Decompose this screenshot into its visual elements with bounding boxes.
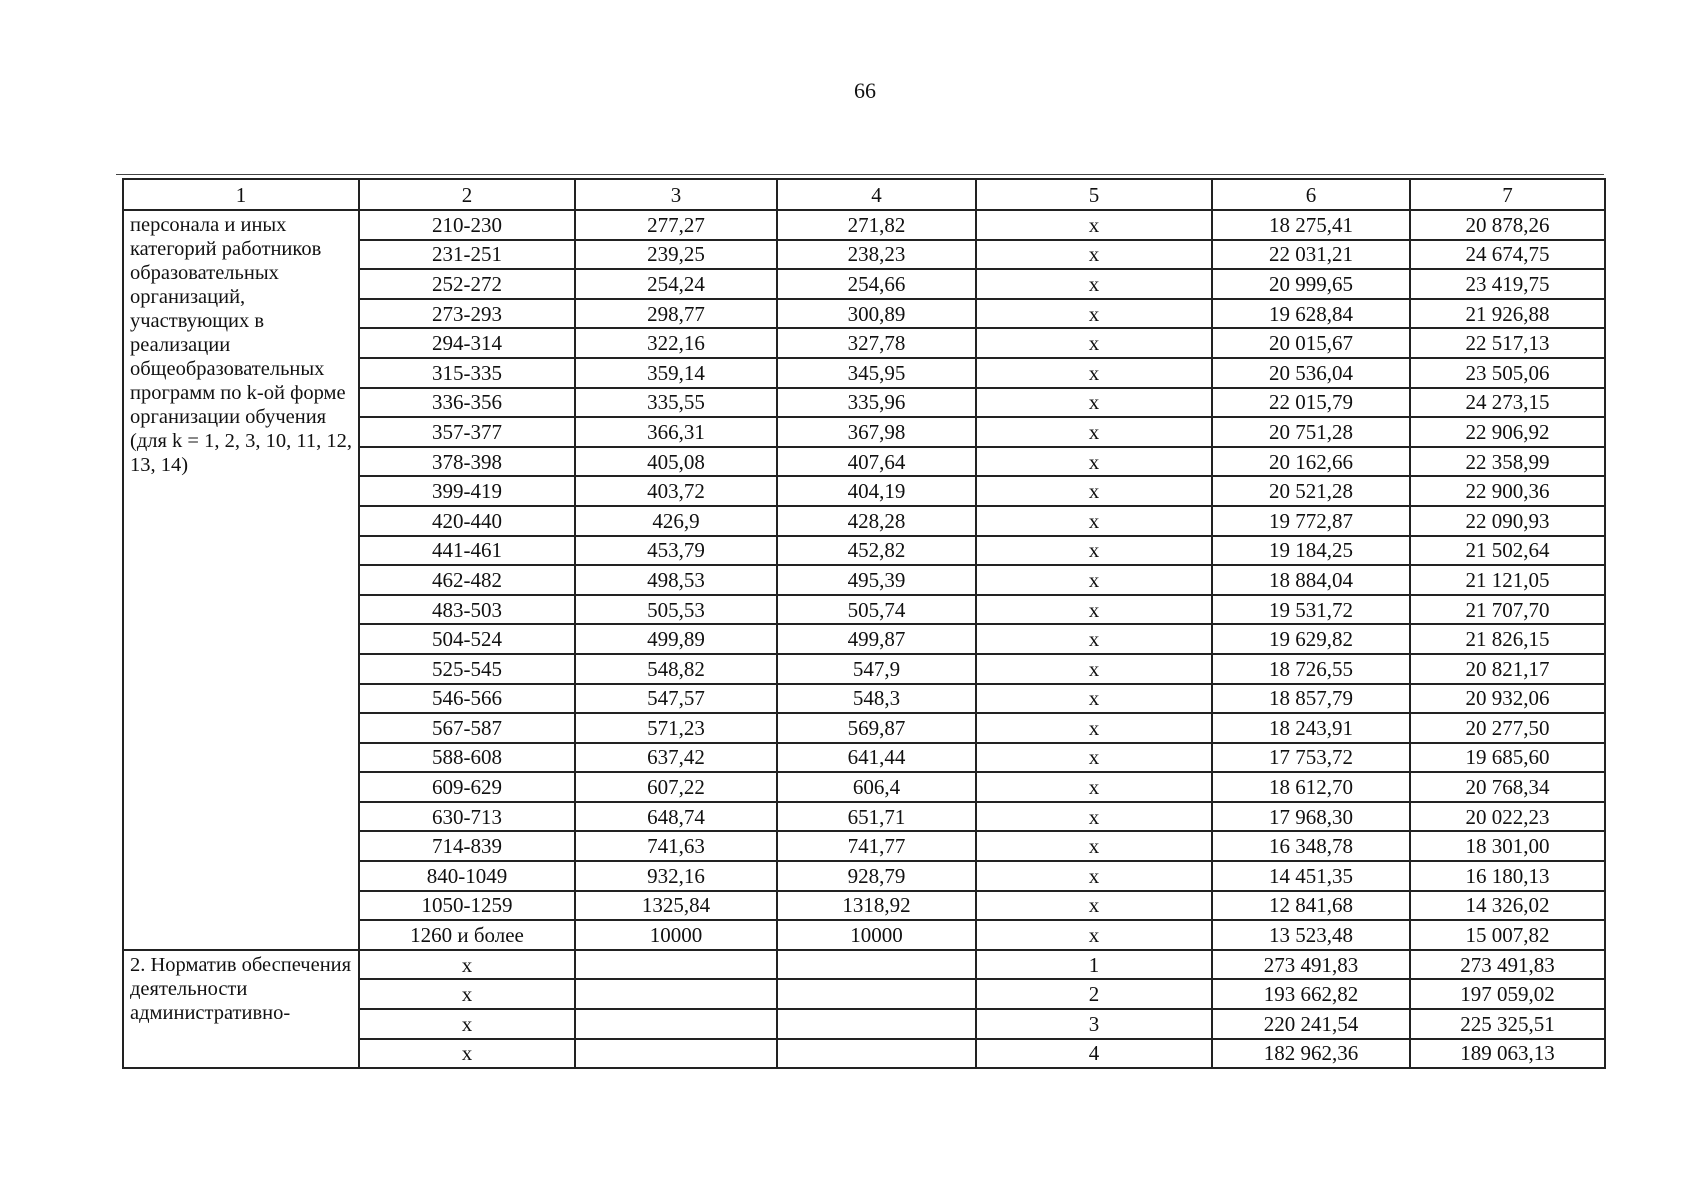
table-cell: 357-377 — [359, 417, 575, 447]
table-cell: 1 — [976, 950, 1212, 980]
table-cell: 483-503 — [359, 595, 575, 625]
table-cell: х — [976, 624, 1212, 654]
column-header: 2 — [359, 179, 575, 210]
table-cell: х — [976, 713, 1212, 743]
table-cell: 20 751,28 — [1212, 417, 1410, 447]
table-cell: 505,53 — [575, 595, 777, 625]
table-cell: 273 491,83 — [1410, 950, 1605, 980]
table-cell: х — [976, 772, 1212, 802]
table-cell: х — [976, 536, 1212, 566]
table-cell: 19 772,87 — [1212, 506, 1410, 536]
table-cell: х — [359, 950, 575, 980]
table-cell: 322,16 — [575, 328, 777, 358]
table-cell: 22 900,36 — [1410, 476, 1605, 506]
table-cell: 547,9 — [777, 654, 976, 684]
table-cell: 525-545 — [359, 654, 575, 684]
table-cell: 20 878,26 — [1410, 210, 1605, 240]
staff-norm-label: персонала и иных категорий работников образовательных организаций, участвующих в реализации общеобразовательных программ по k-ой форме организации обучения (для k = 1, 2, 3, 10, 11, 12, 13, 14) — [123, 210, 359, 950]
table-cell: 15 007,82 — [1410, 920, 1605, 950]
table-cell: 20 022,23 — [1410, 802, 1605, 832]
table-cell: 231-251 — [359, 240, 575, 270]
table-cell: х — [976, 417, 1212, 447]
table-cell: 571,23 — [575, 713, 777, 743]
table-cell: 18 726,55 — [1212, 654, 1410, 684]
table-cell: 300,89 — [777, 299, 976, 329]
table-cell: 298,77 — [575, 299, 777, 329]
table-cell: 21 926,88 — [1410, 299, 1605, 329]
table-cell: х — [976, 684, 1212, 714]
table-cell: 378-398 — [359, 447, 575, 477]
table-cell: 18 275,41 — [1212, 210, 1410, 240]
table-cell: 453,79 — [575, 536, 777, 566]
table-cell — [777, 1009, 976, 1039]
table-cell: 499,89 — [575, 624, 777, 654]
table-cell: 18 857,79 — [1212, 684, 1410, 714]
table-cell: 359,14 — [575, 358, 777, 388]
table-cell: 24 674,75 — [1410, 240, 1605, 270]
table-cell: 294-314 — [359, 328, 575, 358]
column-header: 4 — [777, 179, 976, 210]
table-cell: 928,79 — [777, 861, 976, 891]
table-cell: 366,31 — [575, 417, 777, 447]
table-cell — [777, 979, 976, 1009]
table-cell: 345,95 — [777, 358, 976, 388]
column-number-row — [123, 179, 1605, 210]
table-cell: х — [976, 328, 1212, 358]
table-cell: 420-440 — [359, 506, 575, 536]
table-cell: 16 180,13 — [1410, 861, 1605, 891]
table-cell: х — [976, 210, 1212, 240]
table-cell: 17 753,72 — [1212, 743, 1410, 773]
page-number: 66 — [854, 78, 876, 103]
table-cell: 10000 — [575, 920, 777, 950]
table-cell: 588-608 — [359, 743, 575, 773]
table-cell: 714-839 — [359, 831, 575, 861]
table-cell: х — [976, 920, 1212, 950]
table-cell: 20 162,66 — [1212, 447, 1410, 477]
table-cell: 567-587 — [359, 713, 575, 743]
admin-norm-label: 2. Норматив обеспечения деятельности административно- — [123, 950, 359, 1068]
table-cell: 19 531,72 — [1212, 595, 1410, 625]
table-cell: 569,87 — [777, 713, 976, 743]
table-cell: х — [976, 447, 1212, 477]
table-cell: 17 968,30 — [1212, 802, 1410, 832]
table-cell: 452,82 — [777, 536, 976, 566]
norms-table — [122, 178, 1606, 1069]
table-cell: 399-419 — [359, 476, 575, 506]
table-cell: 426,9 — [575, 506, 777, 536]
table-cell: 428,28 — [777, 506, 976, 536]
table-cell: 548,82 — [575, 654, 777, 684]
table-cell: х — [976, 595, 1212, 625]
table-cell: 23 419,75 — [1410, 269, 1605, 299]
table-cell: 462-482 — [359, 565, 575, 595]
table-cell: 22 031,21 — [1212, 240, 1410, 270]
table-cell: 20 521,28 — [1212, 476, 1410, 506]
table-cell: 23 505,06 — [1410, 358, 1605, 388]
table-cell: 254,24 — [575, 269, 777, 299]
table-cell: 548,3 — [777, 684, 976, 714]
table-cell: 335,55 — [575, 388, 777, 418]
table-cell: 18 884,04 — [1212, 565, 1410, 595]
table-cell: 20 768,34 — [1410, 772, 1605, 802]
table-cell: 407,64 — [777, 447, 976, 477]
table-cell: 20 932,06 — [1410, 684, 1605, 714]
table-cell: 254,66 — [777, 269, 976, 299]
table-cell: х — [976, 269, 1212, 299]
table-cell: х — [976, 240, 1212, 270]
table-cell: 404,19 — [777, 476, 976, 506]
table-cell: 21 502,64 — [1410, 536, 1605, 566]
table-cell: 336-356 — [359, 388, 575, 418]
table-cell — [777, 950, 976, 980]
table-cell: 20 015,67 — [1212, 328, 1410, 358]
table-cell: 239,25 — [575, 240, 777, 270]
table-cell: х — [976, 506, 1212, 536]
table-cell: х — [976, 299, 1212, 329]
table-cell — [575, 979, 777, 1009]
column-header: 7 — [1410, 179, 1605, 210]
table-cell: х — [976, 476, 1212, 506]
table-cell — [777, 1039, 976, 1069]
table-cell: 225 325,51 — [1410, 1009, 1605, 1039]
table-cell: 197 059,02 — [1410, 979, 1605, 1009]
table-cell: 547,57 — [575, 684, 777, 714]
table-cell: 840-1049 — [359, 861, 575, 891]
table-cell: 16 348,78 — [1212, 831, 1410, 861]
table-cell: 1325,84 — [575, 891, 777, 921]
table-cell: 22 517,13 — [1410, 328, 1605, 358]
table-cell: х — [976, 802, 1212, 832]
table-cell: 22 358,99 — [1410, 447, 1605, 477]
table-cell: 271,82 — [777, 210, 976, 240]
table-row — [123, 210, 1605, 240]
table-cell: 315-335 — [359, 358, 575, 388]
table-cell: 210-230 — [359, 210, 575, 240]
table-cell: 21 707,70 — [1410, 595, 1605, 625]
table-cell: 14 451,35 — [1212, 861, 1410, 891]
table-cell: х — [976, 565, 1212, 595]
table-cell: 14 326,02 — [1410, 891, 1605, 921]
table-cell: 252-272 — [359, 269, 575, 299]
table-cell: 21 121,05 — [1410, 565, 1605, 595]
table-cell: 238,23 — [777, 240, 976, 270]
table-cell: 2 — [976, 979, 1212, 1009]
table-cell: 10000 — [777, 920, 976, 950]
table-cell: 499,87 — [777, 624, 976, 654]
table-cell: 335,96 — [777, 388, 976, 418]
table-cell: 405,08 — [575, 447, 777, 477]
table-cell: 505,74 — [777, 595, 976, 625]
table-cell: 273 491,83 — [1212, 950, 1410, 980]
table-cell: 741,77 — [777, 831, 976, 861]
table-cell: х — [976, 831, 1212, 861]
table-cell: 546-566 — [359, 684, 575, 714]
table-cell: 12 841,68 — [1212, 891, 1410, 921]
table-cell — [575, 1039, 777, 1069]
table-cell: х — [976, 743, 1212, 773]
table-cell: х — [976, 861, 1212, 891]
table-cell: х — [359, 1039, 575, 1069]
table-cell: 3 — [976, 1009, 1212, 1039]
table-cell: 403,72 — [575, 476, 777, 506]
table-cell: 4 — [976, 1039, 1212, 1069]
table-cell: 189 063,13 — [1410, 1039, 1605, 1069]
table-cell: 609-629 — [359, 772, 575, 802]
table-cell: 20 536,04 — [1212, 358, 1410, 388]
table-cell: 22 090,93 — [1410, 506, 1605, 536]
table-cell: 20 821,17 — [1410, 654, 1605, 684]
table-cell: 607,22 — [575, 772, 777, 802]
table-cell: 22 015,79 — [1212, 388, 1410, 418]
table-cell: 19 628,84 — [1212, 299, 1410, 329]
table-cell: 13 523,48 — [1212, 920, 1410, 950]
table-cell: 327,78 — [777, 328, 976, 358]
table-cell: 19 184,25 — [1212, 536, 1410, 566]
table-cell: 18 243,91 — [1212, 713, 1410, 743]
table-cell: 637,42 — [575, 743, 777, 773]
table-cell: 220 241,54 — [1212, 1009, 1410, 1039]
column-header: 3 — [575, 179, 777, 210]
table-cell: х — [976, 654, 1212, 684]
table-cell: х — [976, 358, 1212, 388]
table-cell: 18 301,00 — [1410, 831, 1605, 861]
table-cell: х — [976, 891, 1212, 921]
table-cell: 441-461 — [359, 536, 575, 566]
table-cell: 1260 и более — [359, 920, 575, 950]
table-cell: 277,27 — [575, 210, 777, 240]
table-cell: 651,71 — [777, 802, 976, 832]
table-cell: х — [359, 1009, 575, 1039]
table-cell: 495,39 — [777, 565, 976, 595]
table-cell: 20 999,65 — [1212, 269, 1410, 299]
table-cell: 193 662,82 — [1212, 979, 1410, 1009]
table-cell: 1050-1259 — [359, 891, 575, 921]
column-header: 5 — [976, 179, 1212, 210]
table-body — [123, 179, 1605, 1068]
table-cell: 648,74 — [575, 802, 777, 832]
table-cell: 20 277,50 — [1410, 713, 1605, 743]
table-cell: 932,16 — [575, 861, 777, 891]
table-cell: 630-713 — [359, 802, 575, 832]
table-cell: х — [976, 388, 1212, 418]
table-cell: 182 962,36 — [1212, 1039, 1410, 1069]
table-cell: 19 629,82 — [1212, 624, 1410, 654]
table-cell: 1318,92 — [777, 891, 976, 921]
table-cell: х — [359, 979, 575, 1009]
table-cell: 19 685,60 — [1410, 743, 1605, 773]
table-cell: 504-524 — [359, 624, 575, 654]
table-cell: 606,4 — [777, 772, 976, 802]
column-header: 6 — [1212, 179, 1410, 210]
table-cell — [575, 1009, 777, 1039]
table-cell — [575, 950, 777, 980]
table-cell: 22 906,92 — [1410, 417, 1605, 447]
table-cell: 21 826,15 — [1410, 624, 1605, 654]
table-cell: 18 612,70 — [1212, 772, 1410, 802]
table-cell: 24 273,15 — [1410, 388, 1605, 418]
table-cell: 741,63 — [575, 831, 777, 861]
table-cell: 641,44 — [777, 743, 976, 773]
column-header: 1 — [123, 179, 359, 210]
top-rule — [116, 174, 1604, 175]
table-row — [123, 950, 1605, 980]
table-cell: 367,98 — [777, 417, 976, 447]
table-cell: 273-293 — [359, 299, 575, 329]
table-cell: 498,53 — [575, 565, 777, 595]
